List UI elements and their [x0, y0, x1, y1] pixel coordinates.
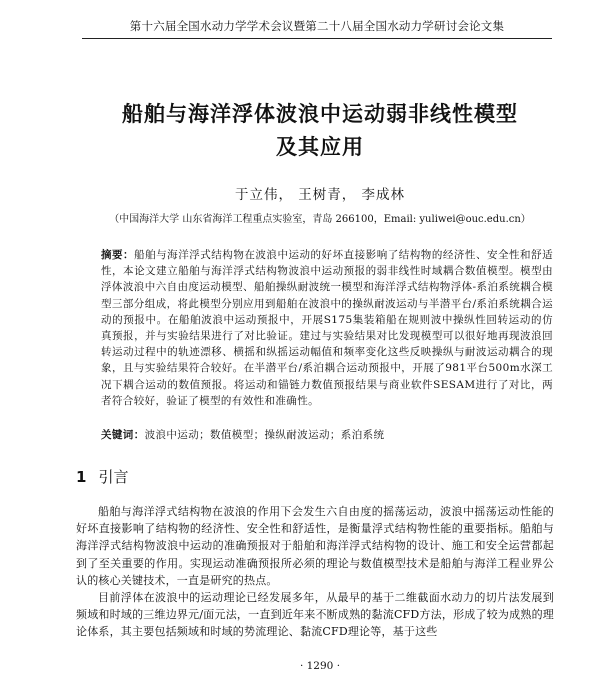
keywords-label: 关键词：	[101, 429, 145, 441]
paper-title-line-1: 船舶与海洋浮体波浪中运动弱非线性模型	[122, 102, 518, 126]
body-text	[76, 503, 554, 641]
section-title: 引言	[98, 468, 129, 486]
section-number: 1	[76, 468, 87, 486]
abstract-label: 摘要：	[101, 249, 135, 261]
section-heading	[76, 466, 128, 487]
paragraph: 目前浮体在波浪中的运动理论已经发展多年，从最早的基于二维截面水动力的切片法发展到频域和时域的三维边界元/面元法，一直到近年来不断成熟的黏流CFD方法，形成了较为成熟的理论体系，其主要包括频域和时域的势流理论、黏流CFD理论等，基于这些	[76, 591, 554, 639]
keywords-text: 波浪中运动；数值模型；操纵耐波运动；系泊系统	[144, 429, 385, 441]
page-number: · 1290 ·	[299, 660, 341, 672]
header-rule	[82, 38, 552, 39]
abstract	[101, 247, 553, 409]
abstract-text: 船舶与海洋浮式结构物在波浪中运动的好坏直接影响了结构物的经济性、安全性和舒适性，本论文建立船舶与海洋浮式结构物波浪中运动预报的弱非线性时域耦合数值模型。模型由浮体波浪中六自由度运动模型、船舶操纵耐波统一模型和海洋浮式结构物浮体-系泊系统耦合模型三部分组成，将此模型分别应用到船舶在波浪中的操纵耐波运动与半潜平台/系泊系统耦合运动的预报中。在船舶波浪中运动预报中，开展S175集装箱船在规则波中操纵性回转运动的仿真预报，并与实验结果进行了对比验证。建过与实验结果对比发现模型可以很好地再现波浪回转运动过程中的轨迹漂移、横摇和纵摇运动幅值和频率变化这些反映操纵与耐波运动耦合的现象，且与实验结果符合较好。在半潜平台/系泊耦合运动预报中，开展了981平台500m水深工况下耦合运动的数值预报。将运动和锚链力数值预报结果与商业软件SESAM进行了对比，两者符合较好，验证了模型的有效性和准确性。	[101, 249, 554, 407]
paragraph: 船舶与海洋浮式结构物在波浪的作用下会发生六自由度的摇荡运动，波浪中摇荡运动性能的好坏直接影响了结构物的经济性、安全性和舒适性，是衡量浮式结构物性能的重要指标。船舶与海洋浮式结构物波浪中运动的准确预报对于船舶和海洋浮式结构物的设计、施工和安全运营都起到了至关重要的作用。实现运动准确预报所必须的理论与数值模型技术是船舶与海洋工程业界公认的核心关键技术，一直是研究的热点。	[76, 505, 554, 587]
keywords	[101, 427, 553, 442]
paper-title-line-2: 及其应用	[276, 135, 364, 159]
affiliation: （中国海洋大学 山东省海洋工程重点实验室，青岛 266100，Email: yuliwei@ouc.edu.cn）	[109, 214, 531, 225]
running-header: 第十六届全国水动力学学术会议暨第二十八届全国水动力学研讨会论文集	[129, 19, 505, 33]
author-list: 于立伟， 王树青， 李成林	[234, 187, 406, 203]
